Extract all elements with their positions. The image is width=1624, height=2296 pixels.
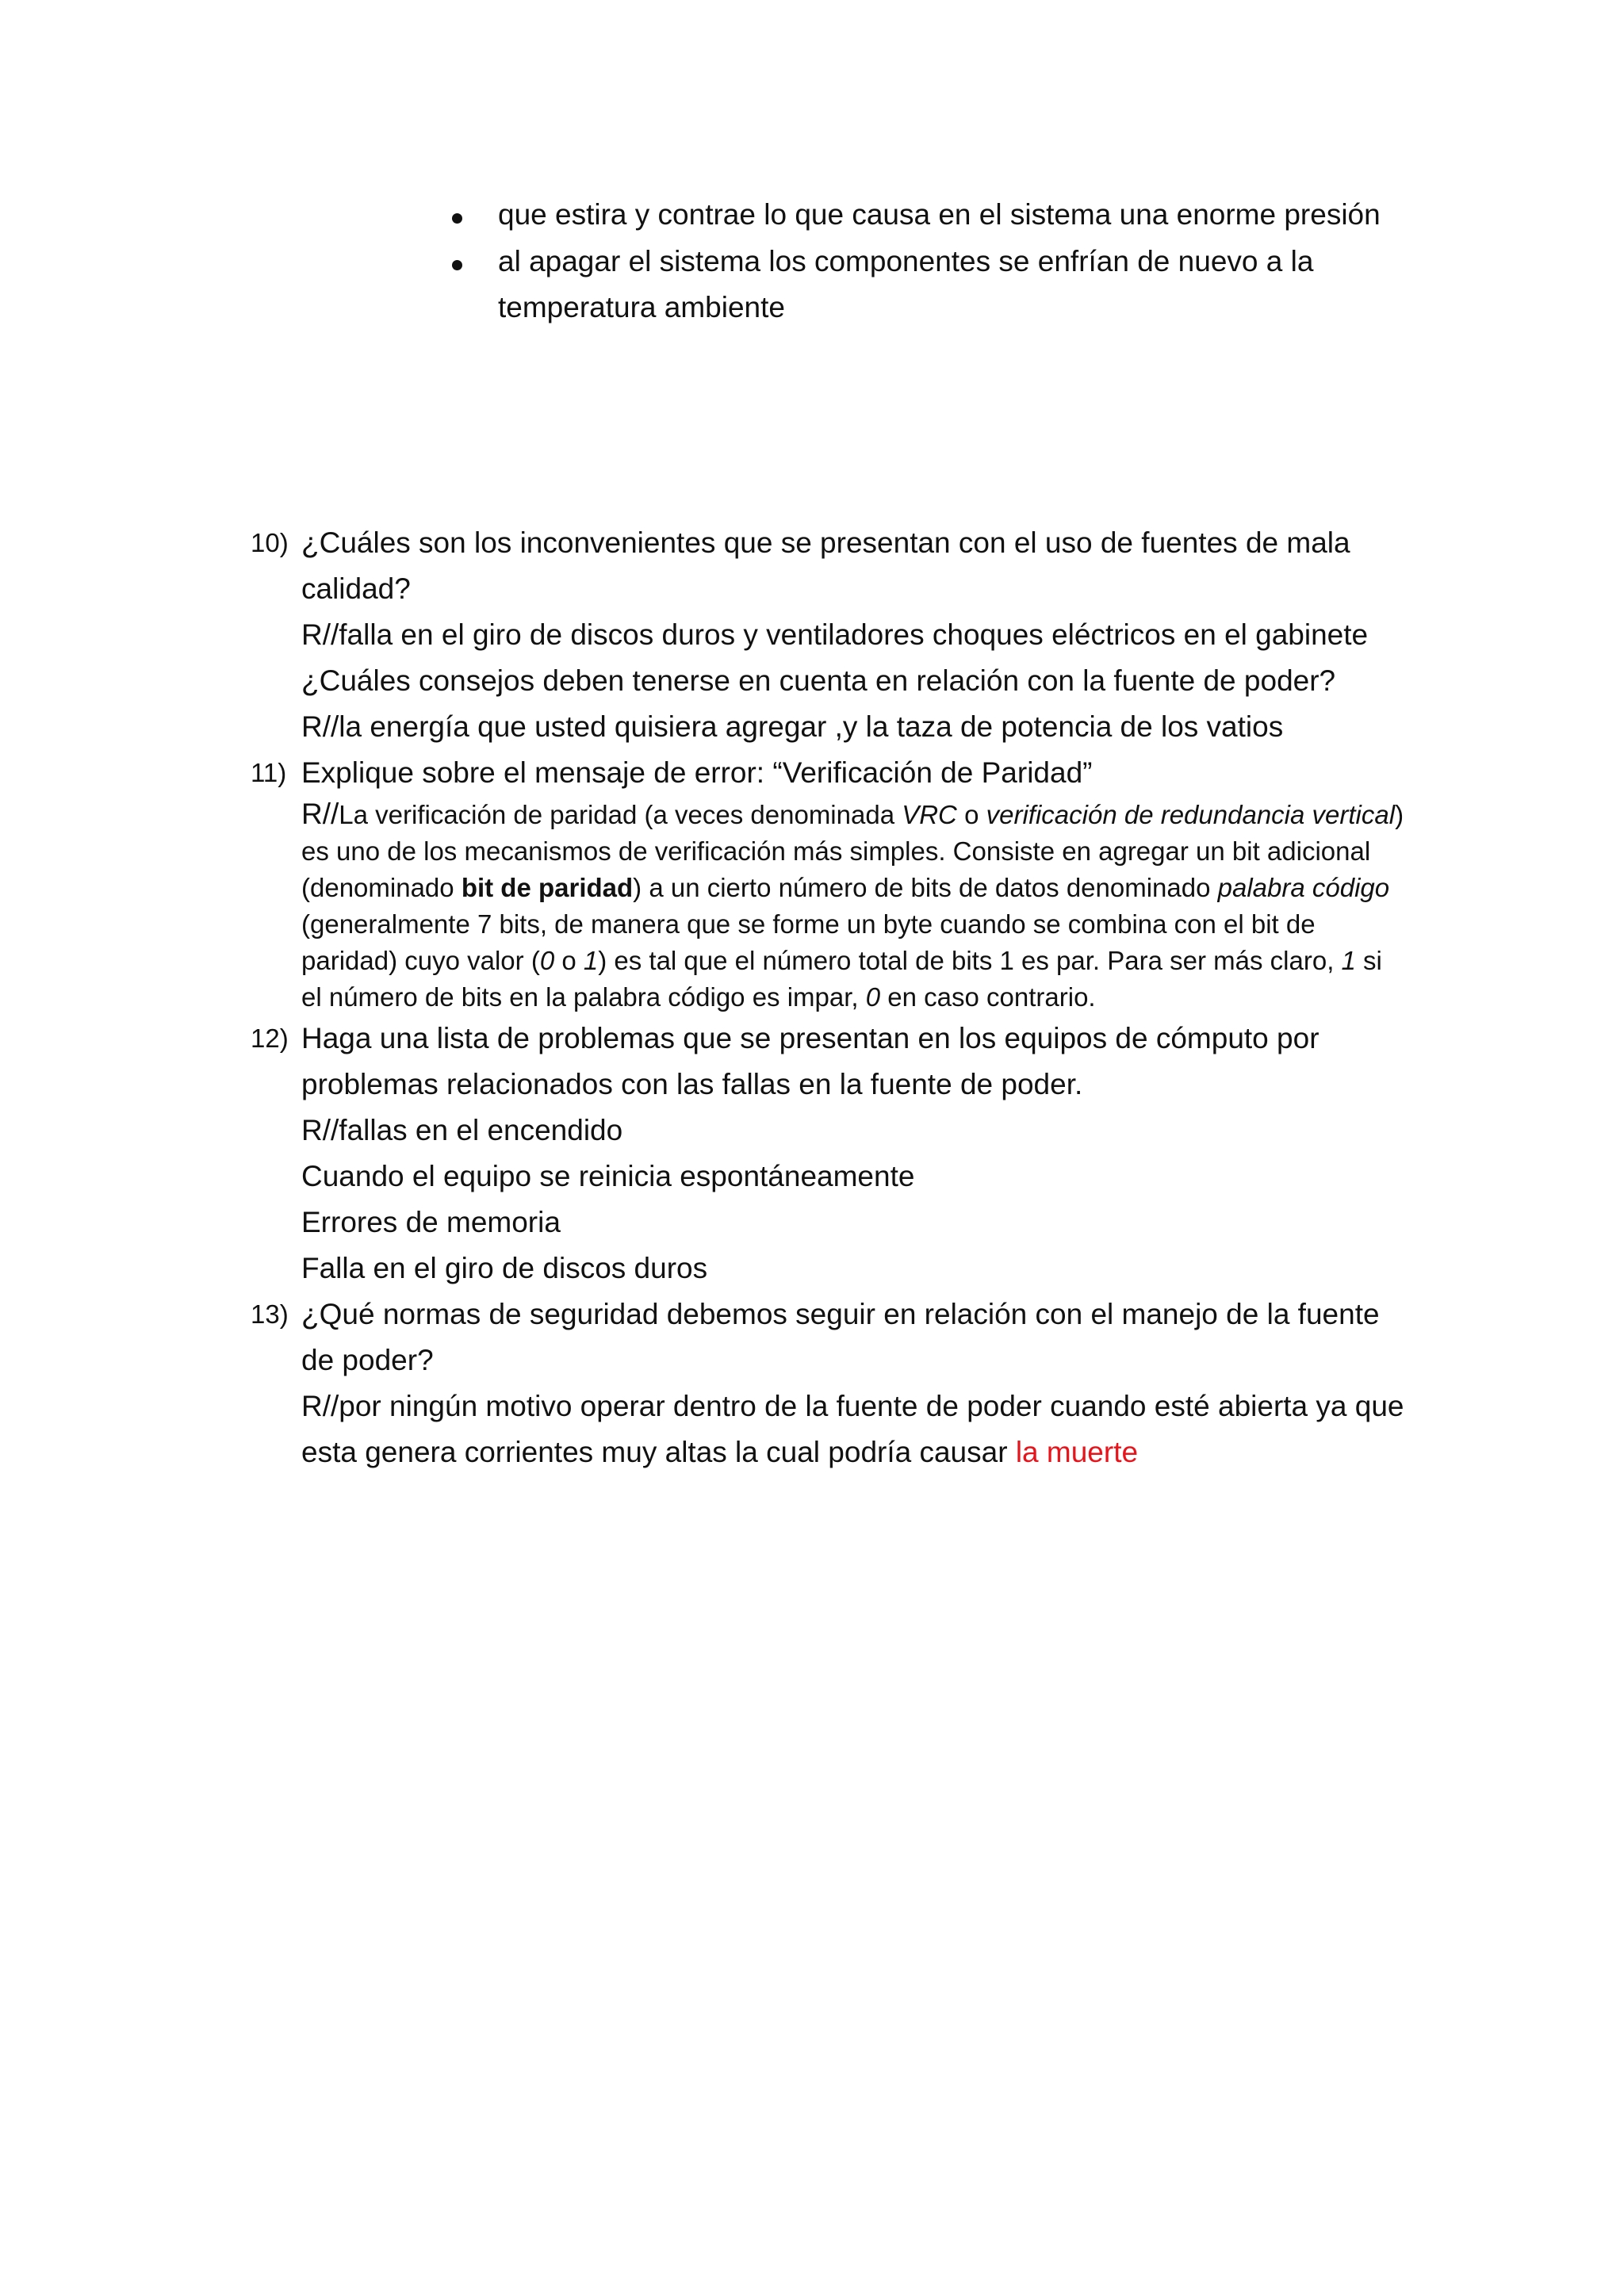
question-list (251, 520, 1408, 1475)
question-11 (251, 750, 1408, 1016)
bullet-dot-icon (452, 213, 462, 224)
answer-text: Falla en el giro de discos duros (301, 1252, 708, 1284)
answer-paragraph (301, 796, 1408, 1016)
answer-text: si el número de bits en la palabra código es impar, (301, 946, 1382, 1012)
question-13 (251, 1292, 1408, 1475)
answer-text: La verificación de paridad (a veces denominada (339, 800, 902, 829)
answer-term: 0 (865, 982, 881, 1012)
answer-text: Cuando el equipo se reinicia espontáneamente (301, 1160, 915, 1192)
answer-text: o (956, 800, 986, 829)
answer-term: 0 (539, 946, 555, 975)
answer-term: verificación de redundancia vertical (986, 800, 1396, 829)
question-number: 13) (251, 1299, 289, 1329)
question-text: ¿Cuáles son los inconvenientes que se presentan con el uso de fuentes de mala calidad? (301, 526, 1350, 605)
question-text: ¿Qué normas de seguridad debemos seguir en relación con el manejo de la fuente de poder? (301, 1298, 1380, 1376)
answer-text: ) a un cierto número de bits de datos denominado (633, 873, 1218, 902)
question-12 (251, 1016, 1408, 1292)
question-text: Haga una lista de problemas que se presentan en los equipos de cómputo por problemas relacionados con las fallas en la fuente de poder. (301, 1022, 1320, 1100)
answer-text: R//la energía que usted quisiera agregar ,y la taza de potencia de los vatios (301, 710, 1284, 743)
answer-term: VRC (902, 800, 957, 829)
question-10 (251, 520, 1408, 750)
answer-text: R//fallas en el encendido (301, 1114, 623, 1146)
question-text: ¿Cuáles consejos deben tenerse en cuenta en relación con la fuente de poder? (301, 664, 1336, 697)
bullet-list (446, 192, 1381, 331)
question-number: 12) (251, 1024, 289, 1053)
question-text: Explique sobre el mensaje de error: “Verificación de Paridad” (301, 756, 1093, 789)
question-number: 10) (251, 528, 289, 557)
answer-text: ) es uno de los mecanismos de verificación más simples. Consiste en agregar un bit adicional (denominado (301, 800, 1404, 902)
answer-term: palabra código (1217, 873, 1390, 902)
answer-text: Errores de memoria (301, 1206, 561, 1238)
answer-text: R//por ningún motivo operar dentro de la fuente de poder cuando esté abierta ya que esta genera corrientes muy altas la cual podría causar (301, 1390, 1404, 1468)
bullet-item (446, 239, 1381, 331)
bullet-dot-icon (452, 260, 462, 270)
answer-text: ) es tal que el número total de bits 1 es par. Para ser más claro, (598, 946, 1342, 975)
question-number: 11) (251, 758, 287, 787)
bullet-text: al apagar el sistema los componentes se enfrían de nuevo a la temperatura ambiente (498, 245, 1314, 323)
answer-text: (generalmente 7 bits, de manera que se forme un byte cuando se combina con el bit de paridad) cuyo valor ( (301, 909, 1316, 975)
answer-paragraph (301, 1383, 1408, 1475)
bullet-text: que estira y contrae lo que causa en el sistema una enorme presión (498, 198, 1381, 231)
answer-text: R//falla en el giro de discos duros y ventiladores choques eléctricos en el gabinete (301, 618, 1369, 651)
answer-term: 1 (583, 946, 599, 975)
answer-prefix: R// (301, 798, 339, 830)
answer-text: o (554, 946, 584, 975)
answer-term: bit de paridad (461, 873, 634, 902)
answer-text: en caso contrario. (880, 982, 1096, 1012)
answer-highlight: la muerte (1015, 1436, 1139, 1468)
bullet-item (446, 192, 1381, 238)
answer-term: 1 (1341, 946, 1356, 975)
